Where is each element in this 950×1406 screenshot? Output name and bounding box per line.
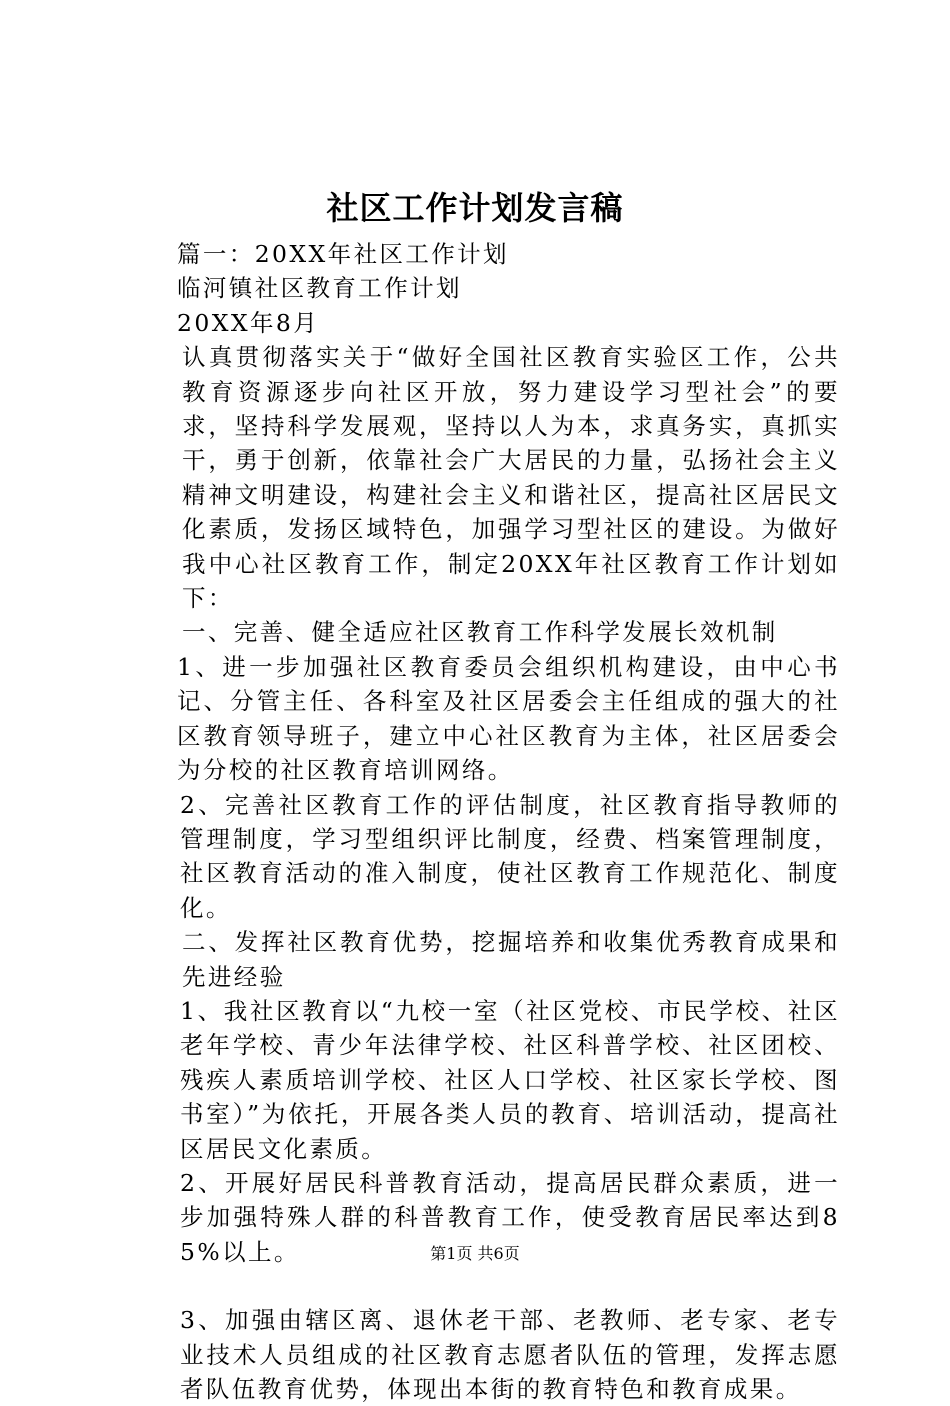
paragraph-plan-title: 临河镇社区教育工作计划 [177,274,462,303]
paragraph-date: 20XX年8月 [177,308,320,337]
document-title: 社区工作计划发言稿 [326,189,624,227]
page-number-footer: 第1页 共6页 [430,1244,520,1263]
paragraph-heading-one: 一、完善、健全适应社区教育工作科学发展长效机制 [182,618,778,647]
paragraph-heading-two: 二、发挥社区教育优势，挖掘培养和收集优秀教育成果和先进经验 [182,928,840,991]
paragraph-item-1-1: 1、进一步加强社区教育委员会组织机构建设，由中心书记、分管主任、各科室及社区居委会主任组成的强大的社区教育领导班子，建立中心社区教育为主体，社区居委会为分校的社区教育培训网络。 [177,652,840,785]
document-body [130,237,840,1406]
paragraph-item-2-1: 1、我社区教育以“九校一室（社区党校、市民学校、社区老年学校、青少年法律学校、社区科普学校、社区团校、残疾人素质培训学校、社区人口学校、社区家长学校、图书室）”为依托，开展各类人员的教育、培训活动，提高社区居民文化素质。 [180,996,840,1163]
paragraph-item-1-2: 2、完善社区教育工作的评估制度，社区教育指导教师的管理制度，学习型组织评比制度，经费、档案管理制度，社区教育活动的准入制度，使社区教育工作规范化、制度化。 [180,790,840,922]
paragraph-item-2-2: 2、开展好居民科普教育活动，提高居民群众素质，进一步加强特殊人群的科普教育工作，使受教育居民率达到85%以上。 [180,1168,840,1266]
paragraph-intro: 认真贯彻落实关于“做好全国社区教育实验区工作，公共教育资源逐步向社区开放，努力建设学习型社会”的要求，坚持科学发展观，坚持以人为本，求真务实，真抓实干，勇于创新，依靠社会广大居民的力量，弘扬社会主义精神文明建设，构建社会主义和谐社区，提高社区居民文化素质，发扬区域特色，加强学习型社区的建设。为做好我中心社区教育工作，制定20XX年社区教育工作计划如下： [182,343,840,613]
paragraph-section-heading: 篇一：20XX年社区工作计划 [177,240,509,268]
paragraph-spacer [130,1269,840,1303]
paragraph-item-2-3: 3、加强由辖区离、退休老干部、老教师、老专家、老专业技术人员组成的社区教育志愿者队伍的管理，发挥志愿者队伍教育优势，体现出本街的教育特色和教育成果。 [180,1306,840,1403]
